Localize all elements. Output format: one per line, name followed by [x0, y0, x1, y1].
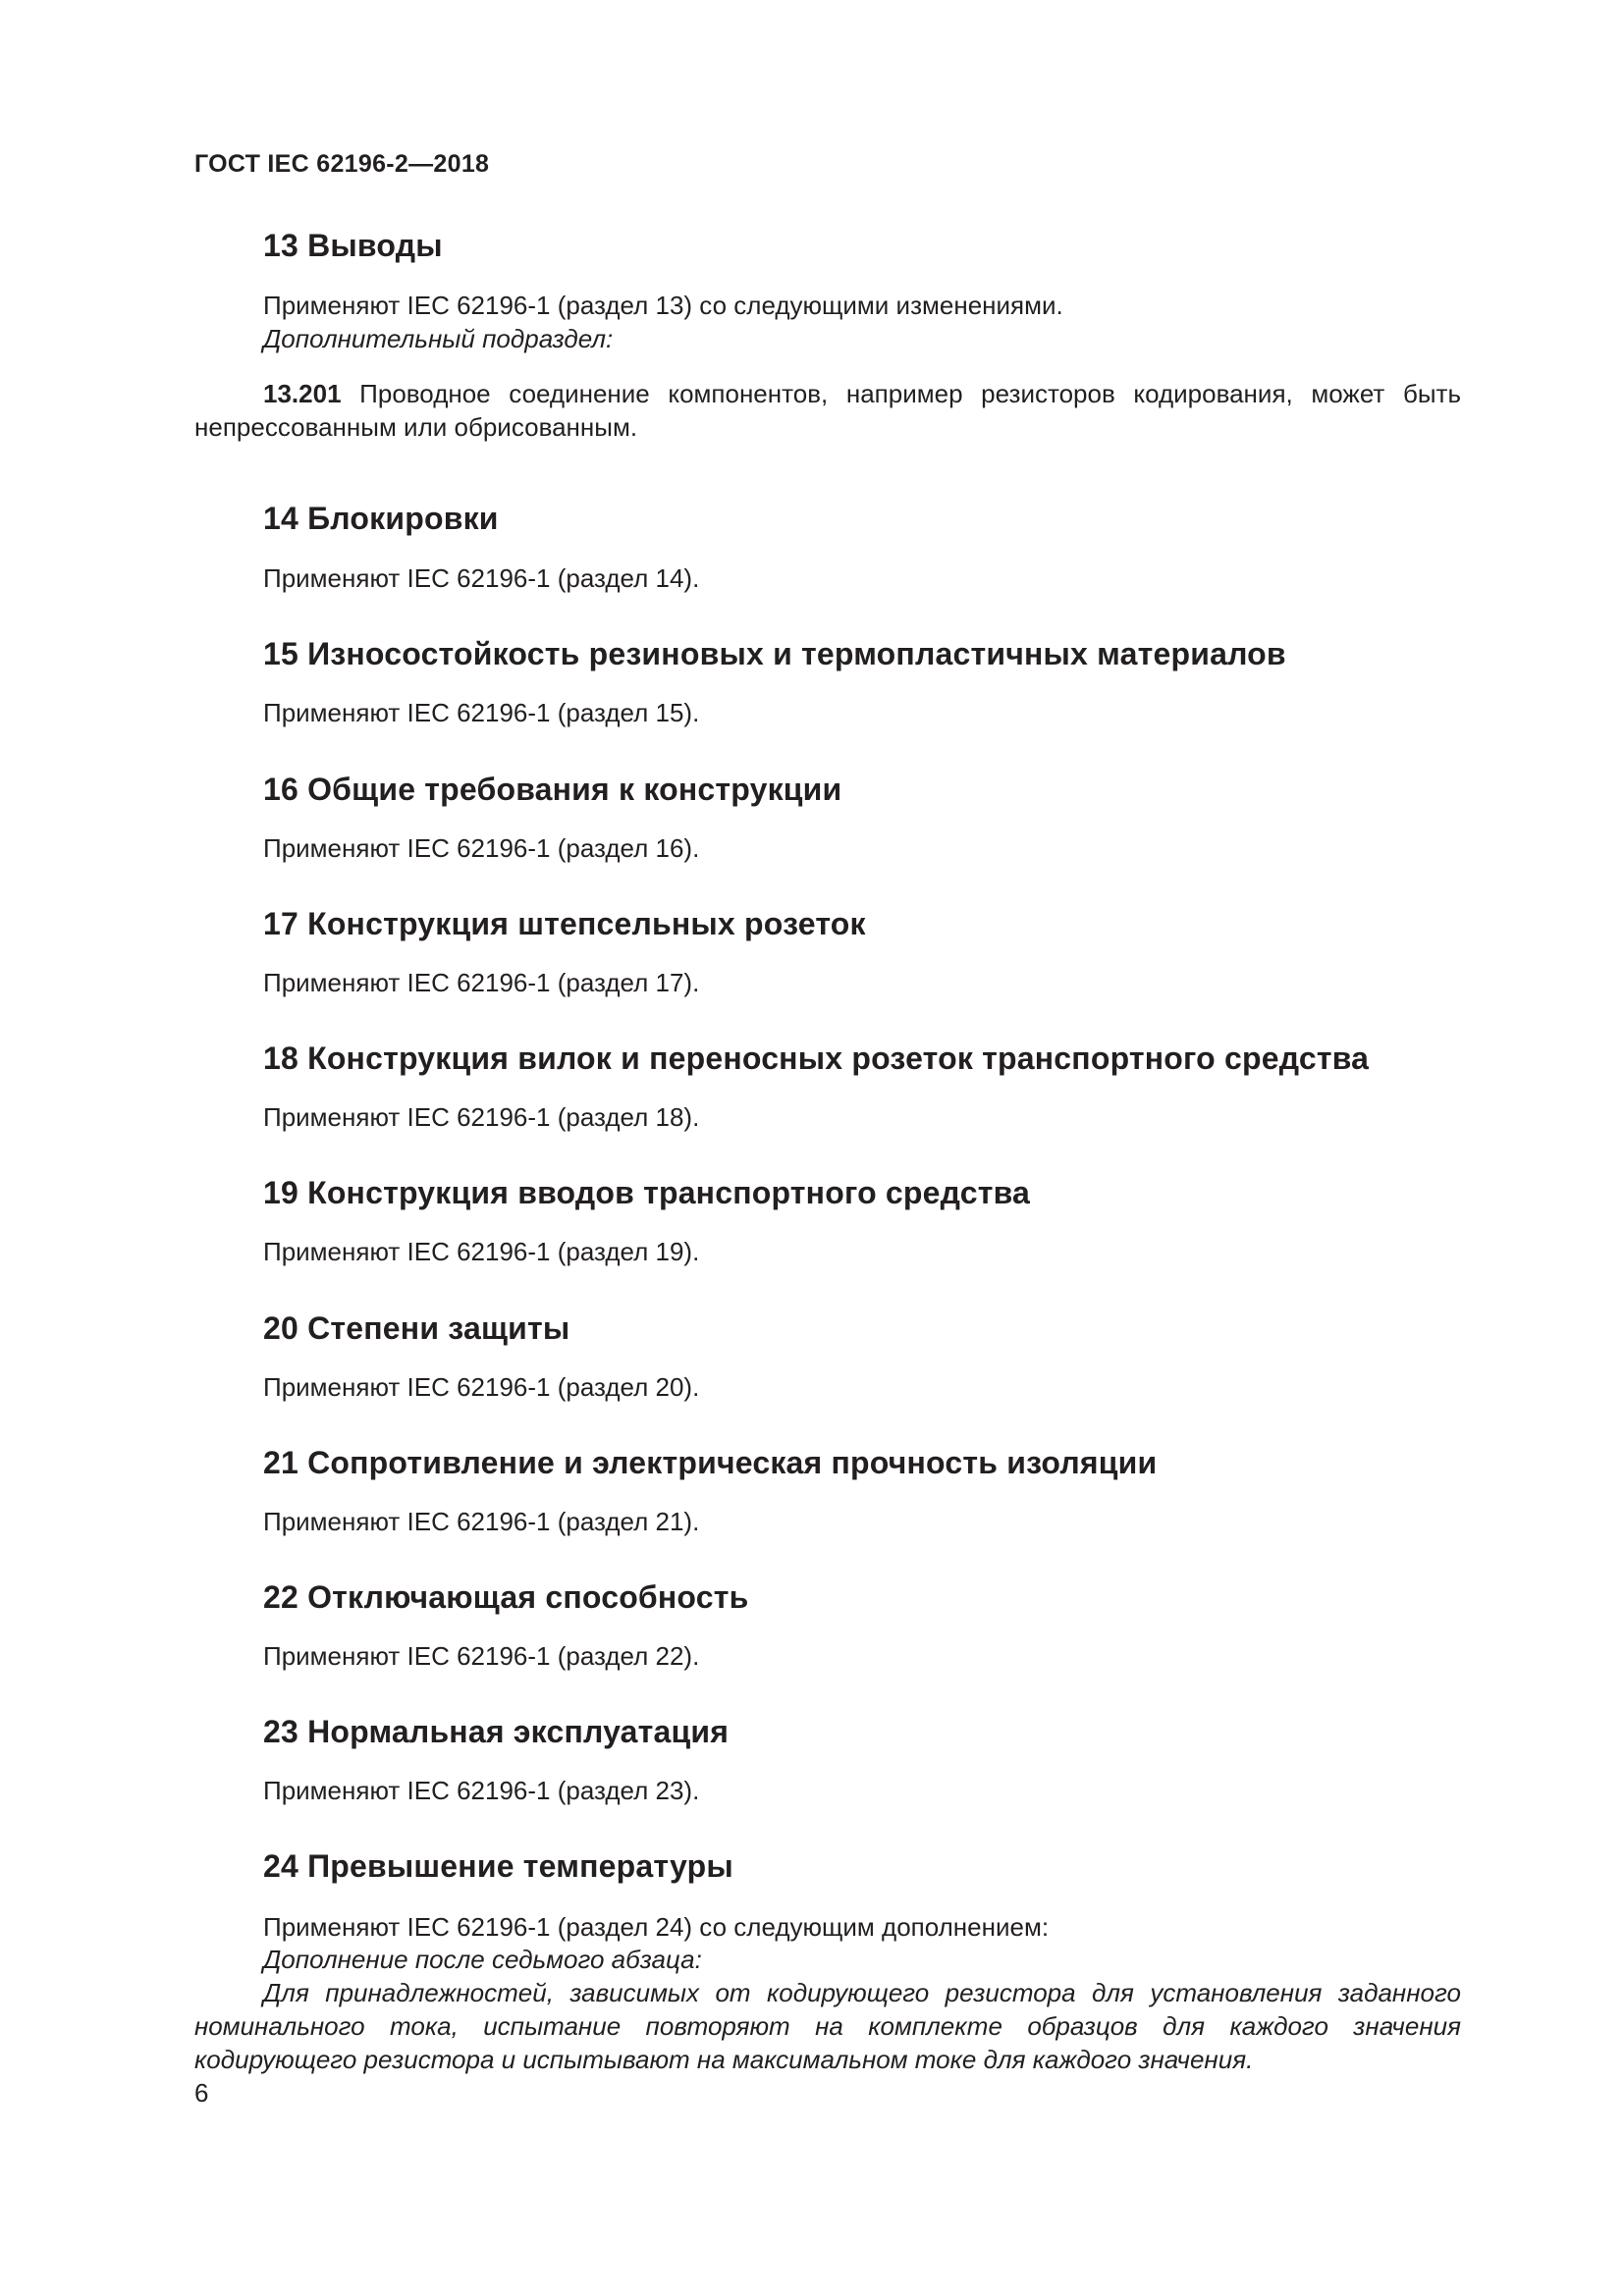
section-13-applies: Применяют IEC 62196-1 (раздел 13) со следующими изменениями. [263, 291, 1063, 320]
section-19-heading: 19 Конструкция вводов транспортного средства [263, 1175, 1031, 1210]
section-23-applies: Применяют IEC 62196-1 (раздел 23). [263, 1776, 700, 1805]
subsection-text: Проводное соединение компонентов, например резисторов кодирования, может быть непрессованным или обрисованным. [194, 379, 1461, 442]
subsection-13-201 [194, 377, 1461, 444]
document-id: ГОСТ IEC 62196-2—2018 [194, 150, 490, 178]
section-21-heading: 21 Сопротивление и электрическая прочность изоляции [263, 1445, 1158, 1480]
section-13-heading: 13 Выводы [263, 228, 443, 263]
section-17-applies: Применяют IEC 62196-1 (раздел 17). [263, 968, 700, 997]
section-18-applies: Применяют IEC 62196-1 (раздел 18). [263, 1102, 700, 1132]
section-19-applies: Применяют IEC 62196-1 (раздел 19). [263, 1237, 700, 1266]
section-24-body: Для принадлежностей, зависимых от кодирующего резистора для установления заданного номинального тока, испытание повторяют на комплекте образцов для каждого значения кодирующего резистора и испытывают на максимальном токе для каждого значения. [194, 1978, 1461, 2074]
section-16-heading: 16 Общие требования к конструкции [263, 772, 842, 807]
section-15-heading: 15 Износостойкость резиновых и термопластичных материалов [263, 636, 1286, 671]
section-14-heading: 14 Блокировки [263, 501, 499, 536]
section-24-note: Дополнение после седьмого абзаца: [263, 1945, 702, 1974]
section-22-applies: Применяют IEC 62196-1 (раздел 22). [263, 1641, 700, 1671]
page-number: 6 [194, 2078, 209, 2108]
subsection-number: 13.201 [263, 379, 342, 408]
section-15-applies: Применяют IEC 62196-1 (раздел 15). [263, 698, 700, 727]
section-24-heading: 24 Превышение температуры [263, 1848, 733, 1884]
section-16-applies: Применяют IEC 62196-1 (раздел 16). [263, 833, 700, 863]
section-13-note: Дополнительный подраздел: [263, 324, 614, 353]
section-21-applies: Применяют IEC 62196-1 (раздел 21). [263, 1507, 700, 1536]
section-24-applies: Применяют IEC 62196-1 (раздел 24) со следующим дополнением: [263, 1912, 1050, 1942]
section-17-heading: 17 Конструкция штепсельных розеток [263, 906, 866, 941]
section-22-heading: 22 Отключающая способность [263, 1579, 749, 1615]
section-18-heading: 18 Конструкция вилок и переносных розеток транспортного средства [263, 1041, 1370, 1076]
section-20-applies: Применяют IEC 62196-1 (раздел 20). [263, 1372, 700, 1402]
section-14-applies: Применяют IEC 62196-1 (раздел 14). [263, 563, 700, 593]
section-23-heading: 23 Нормальная эксплуатация [263, 1714, 730, 1749]
section-20-heading: 20 Степени защиты [263, 1310, 570, 1346]
